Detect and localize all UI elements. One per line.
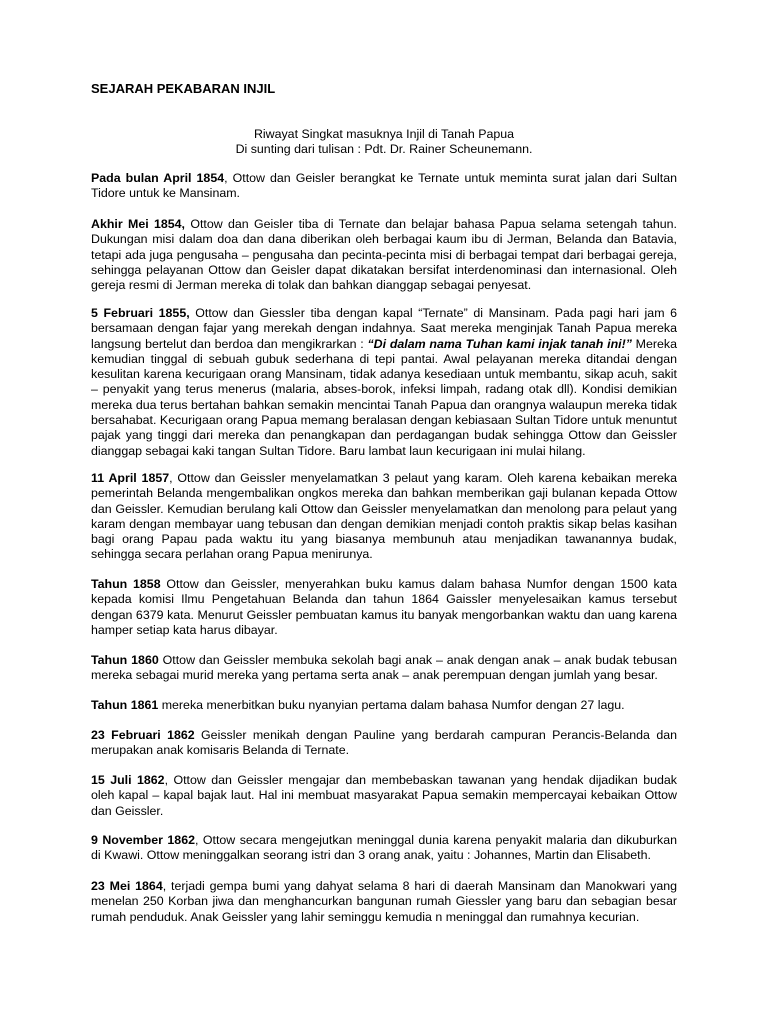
paragraph-date: Tahun 1861: [91, 698, 159, 712]
paragraph-text: Ottow dan Geissler membuka sekolah bagi anak – anak dengan anak – anak budak tebusan mereka sebagai murid mereka yang pertama serta anak – anak perempuan dengan jumlah yang besar.: [91, 653, 677, 683]
paragraph-quote: “Di dalam nama Tuhan kami injak tanah ini!”: [367, 336, 632, 351]
paragraph-date: 23 Mei 1864: [91, 879, 163, 893]
paragraph-juli-1862: [91, 773, 677, 819]
document-subtitle: Riwayat Singkat masuknya Injil di Tanah Papua: [253, 127, 515, 141]
paragraph-date: 11 April 1857: [91, 471, 170, 485]
paragraph-text: , Ottow dan Geissler mengajar dan membebaskan tawanan yang hendak dijadikan budak oleh kapal – kapal bajak laut. Hal ini membuat masyarakat Papua semakin mempercayai kebaikan Ottow dan Geissler.: [91, 773, 677, 818]
paragraph-november-1862: [91, 833, 677, 864]
paragraph-april-1857: [91, 471, 677, 563]
paragraph-mei-1854: [91, 217, 677, 293]
paragraph-text: Ottow dan Geisler tiba di Ternate dan belajar bahasa Papua selama setengah tahun. Dukungan misi dalam doa dan dana diberikan oleh berbagai kaum ibu di Jerman, Belanda dan Batavia, tetapi ada juga pengusaha – pengusaha dan pecinta-pecinta misi di berbagai tempat dari berbagai gereja, sehingga pelayanan Ottow dan Geisler dapat dikatakan bersifat interdenominasi dan internasional. Oleh gereja resmi di Jerman mereka di tolak dan bahkan dianggap sebagai penyesat.: [91, 217, 677, 293]
paragraph-date: 15 Juli 1862: [91, 773, 165, 787]
document-title: SEJARAH PEKABARAN INJIL: [91, 81, 276, 96]
paragraph-text: , Ottow dan Geissler menyelamatkan 3 pelaut yang karam. Oleh karena kebaikan mereka pemerintah Belanda mengembalikan ongkos mereka dan bahkan memberikan gaji bulanan kepada Ottow dan Geissler. Kemudian berulang kali Ottow dan Geissler menyelamatkan dan menolong para pelaut yang karam dengan membayar uang tebusan dan dengan demikian menjadi contoh praktis sikap belas kasihan bagi orang Papau pada waktu itu yang biasanya membunuh atau menjadikan tawanannya budak, sehingga secara perlahan orang Papua menirunya.: [91, 471, 678, 562]
paragraph-date: 5 Februari 1855,: [91, 306, 190, 320]
paragraph-tahun-1860: [91, 653, 677, 684]
paragraph-text: Geissler menikah dengan Pauline yang berdarah campuran Perancis-Belanda dan merupakan anak komisaris Belanda di Ternate.: [91, 728, 677, 758]
paragraph-text: Ottow dan Geissler, menyerahkan buku kamus dalam bahasa Numfor dengan 1500 kata kepada komisi Ilmu Pengetahuan Belanda dan tahun 1864 Gaissler menyelesaikan kamus tersebut dengan 6379 kata. Menurut Geissler pembuatan kamus itu banyak mengorbankan waktu dan uang karena hamper setiap kata harus dibayar.: [91, 577, 677, 637]
paragraph-date: 23 Februari 1862: [91, 728, 195, 742]
paragraph-date: Pada bulan April 1854: [91, 171, 225, 185]
paragraph-text: , terjadi gempa bumi yang dahyat selama 8 hari di daerah Mansinam dan Manokwari yang menelan 250 Korban jiwa dan menghancurkan bangunan rumah Giessler yang baru dan sebagian besar rumah penduduk. Anak Geissler yang lahir seminggu kemudia n meninggal dan rumahnya kecurian.: [91, 879, 677, 924]
paragraph-april-1854: [91, 171, 677, 202]
paragraph-tahun-1861: [91, 698, 677, 713]
paragraph-text: , Ottow secara mengejutkan meninggal dunia karena penyakit malaria dan dikuburkan di Kwawi. Ottow meninggalkan seorang istri dan 3 orang anak, yaitu : Johannes, Martin dan Elisabeth.: [91, 833, 677, 863]
paragraph-mei-1864: [91, 879, 677, 925]
paragraph-text: , Ottow dan Geisler berangkat ke Ternate untuk meminta surat jalan dari Sultan Tidore untuk ke Mansinam.: [91, 171, 678, 201]
paragraph-date: Tahun 1858: [91, 577, 161, 591]
paragraph-februari-1862: [91, 728, 677, 759]
paragraph-tahun-1858: [91, 577, 677, 638]
document-attribution: Di sunting dari tulisan : Pdt. Dr. Rainer Scheunemann.: [235, 142, 533, 156]
paragraph-date: Tahun 1860: [91, 653, 159, 667]
paragraph-date: 9 November 1862: [91, 833, 195, 847]
paragraph-text: Ottow dan Giessler tiba dengan kapal “Ternate” di Mansinam. Pada pagi hari jam 6 bersamaan dengan fajar yang merekah dengan indahnya. Saat mereka menginjak Tanah Papua mereka langsung bertelut dan berdoa dan mengikrarkan :: [91, 306, 678, 351]
paragraph-text-continued: Mereka kemudian tinggal di sebuah gubuk sederhana di tepi pantai. Awal pelayanan mereka ditandai dengan kesulitan karena kecurigaan orang Mansinam, tidak adanya kesediaan untuk membantu, sikap acuh, sakit – penyakit yang terus menerus (malaria, abses-borok, infeksi limpah, radang otak dll). Kondisi demikian mereka dua terus bertahan bahkan semakin mencintai Tanah Papua dan orangnya walaupun mereka tidak bersahabat. Kecurigaan orang Papua memang beralasan dengan kebiasaan Sultan Tidore untuk menuntut pajak yang tinggi dari mereka dan penangkapan dan perdagangan budak sehingga Ottow dan Geissler dianggap sebagai kaki tangan Sultan Tidore. Baru lambat laun kecurigaan ini mulai hilang.: [91, 336, 677, 458]
paragraph-date: Akhir Mei 1854,: [91, 217, 185, 231]
paragraph-text: mereka menerbitkan buku nyanyian pertama dalam bahasa Numfor dengan 27 lagu.: [158, 698, 625, 712]
paragraph-februari-1855: [91, 306, 677, 459]
